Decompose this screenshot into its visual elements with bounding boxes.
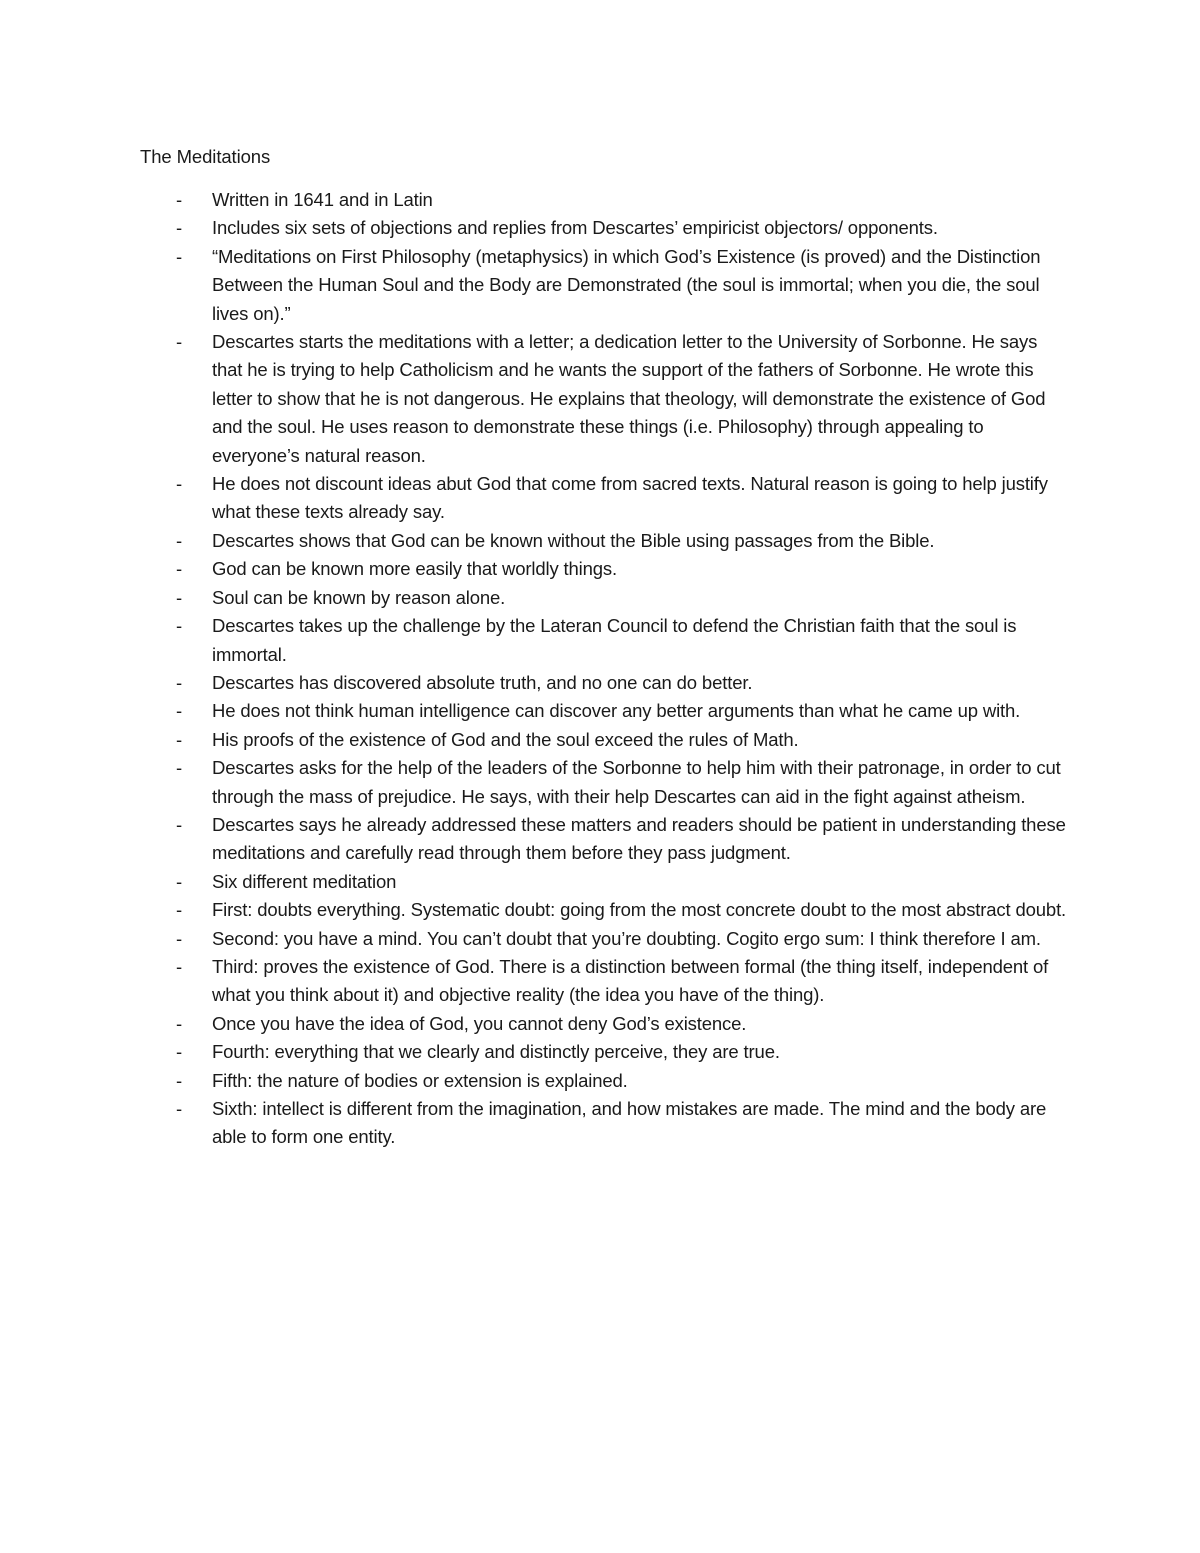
bullet-marker: - [176, 870, 183, 892]
bullet-marker: - [176, 728, 183, 750]
list-item [140, 214, 1070, 242]
bullet-marker: - [176, 217, 183, 239]
list-item [140, 868, 1070, 896]
list-item [140, 953, 1070, 1010]
bullet-marker: - [176, 1098, 183, 1119]
bullet-marker: - [176, 1069, 183, 1091]
list-item-text: Descartes asks for the help of the leaders of the Sorbonne to help him with their patronage, in order to cut through the mass of prejudice. He says, with their help Descartes can aid in the fight against atheism. [212, 757, 1061, 807]
list-item-text: First: doubts everything. Systematic doubt: going from the most concrete doubt to the most abstract doubt. [212, 899, 1067, 921]
list-item [140, 896, 1070, 924]
bullet-marker: - [176, 757, 183, 779]
list-item [140, 697, 1070, 725]
list-item [140, 328, 1070, 470]
list-item [140, 555, 1070, 583]
list-item-text: Fourth: everything that we clearly and distinctly perceive, they are true. [212, 1041, 780, 1063]
list-item-text: He does not think human intelligence can discover any better arguments than what he came up with. [212, 700, 1021, 722]
list-item [140, 243, 1070, 328]
list-item-text: He does not discount ideas abut God that come from sacred texts. Natural reason is going to help justify what these texts already say. [212, 473, 1048, 523]
bullet-marker: - [176, 1041, 183, 1063]
bullet-marker: - [176, 671, 183, 693]
list-item-text: Once you have the idea of God, you cannot deny God’s existence. [212, 1012, 747, 1034]
bullet-marker: - [176, 529, 183, 551]
list-item-text: His proofs of the existence of God and the soul exceed the rules of Math. [212, 728, 799, 750]
list-item-text: Includes six sets of objections and replies from Descartes’ empiricist objectors/ opponents. [212, 217, 938, 239]
list-item [140, 811, 1070, 868]
list-item [140, 726, 1070, 754]
list-item [140, 1038, 1070, 1066]
list-item-text: Third: proves the existence of God. There is a distinction between formal (the thing itself, independent of what you think about it) and objective reality (the idea you have of the thing). [212, 955, 1049, 1006]
bullet-marker: - [176, 586, 183, 608]
bullet-marker: - [176, 1012, 183, 1034]
bullet-marker: - [176, 927, 183, 949]
bullet-marker: - [176, 473, 183, 495]
list-item [140, 754, 1070, 811]
bullet-marker: - [176, 331, 183, 353]
bullet-marker: - [176, 189, 183, 210]
bullet-marker: - [176, 813, 183, 835]
bullet-marker: - [176, 615, 183, 637]
list-item-text: Sixth: intellect is different from the imagination, and how mistakes are made. The mind and the body are able to form one entity. [212, 1098, 1047, 1148]
list-item [140, 584, 1070, 612]
bullet-marker: - [176, 558, 183, 580]
list-item [140, 1010, 1070, 1038]
bullet-marker: - [176, 700, 183, 722]
list-item-text: Written in 1641 and in Latin [212, 189, 433, 210]
list-item [140, 186, 1070, 214]
list-item [140, 1067, 1070, 1095]
list-item-text: Fifth: the nature of bodies or extension is explained. [212, 1069, 628, 1091]
list-item-text: Descartes takes up the challenge by the Lateran Council to defend the Christian faith that the soul is immortal. [212, 615, 1017, 665]
list-item [140, 1095, 1070, 1152]
list-item-text: Descartes shows that God can be known without the Bible using passages from the Bible. [212, 529, 935, 551]
list-item-text: Descartes starts the meditations with a letter; a dedication letter to the University of Sorbonne. He says that he is trying to help Catholicism and he wants the support of the fathers of Sorbonne. He wrote this letter to show that he is not dangerous. He explains that theology, will demonstrate the existence of God and the soul. He uses reason to demonstrate these things (i.e. Philosophy) through appealing to everyone’s natural reason. [212, 331, 1046, 466]
list-item [140, 925, 1070, 953]
list-item [140, 470, 1070, 527]
list-item-text: God can be known more easily that worldly things. [212, 558, 617, 580]
bullet-marker: - [176, 245, 183, 267]
bullet-list [140, 186, 1070, 1152]
bullet-marker: - [176, 899, 183, 921]
list-item [140, 527, 1070, 555]
list-item-text: Descartes says he already addressed these matters and readers should be patient in understanding these meditations and carefully read through them before they pass judgment. [212, 813, 1066, 864]
document-title: The Meditations [140, 146, 271, 167]
list-item-text: Six different meditation [212, 870, 397, 892]
list-item-text: “Meditations on First Philosophy (metaphysics) in which God’s Existence (is proved) and the Distinction Between the Human Soul and the Body are Demonstrated (the soul is immortal; when you die, the soul lives on).” [212, 245, 1041, 324]
list-item-text: Descartes has discovered absolute truth, and no one can do better. [212, 671, 753, 693]
list-item-text: Second: you have a mind. You can’t doubt that you’re doubting. Cogito ergo sum: I think therefore I am. [212, 927, 1041, 949]
bullet-marker: - [176, 955, 183, 977]
list-item [140, 612, 1070, 669]
list-item [140, 669, 1070, 697]
list-item-text: Soul can be known by reason alone. [212, 586, 506, 608]
